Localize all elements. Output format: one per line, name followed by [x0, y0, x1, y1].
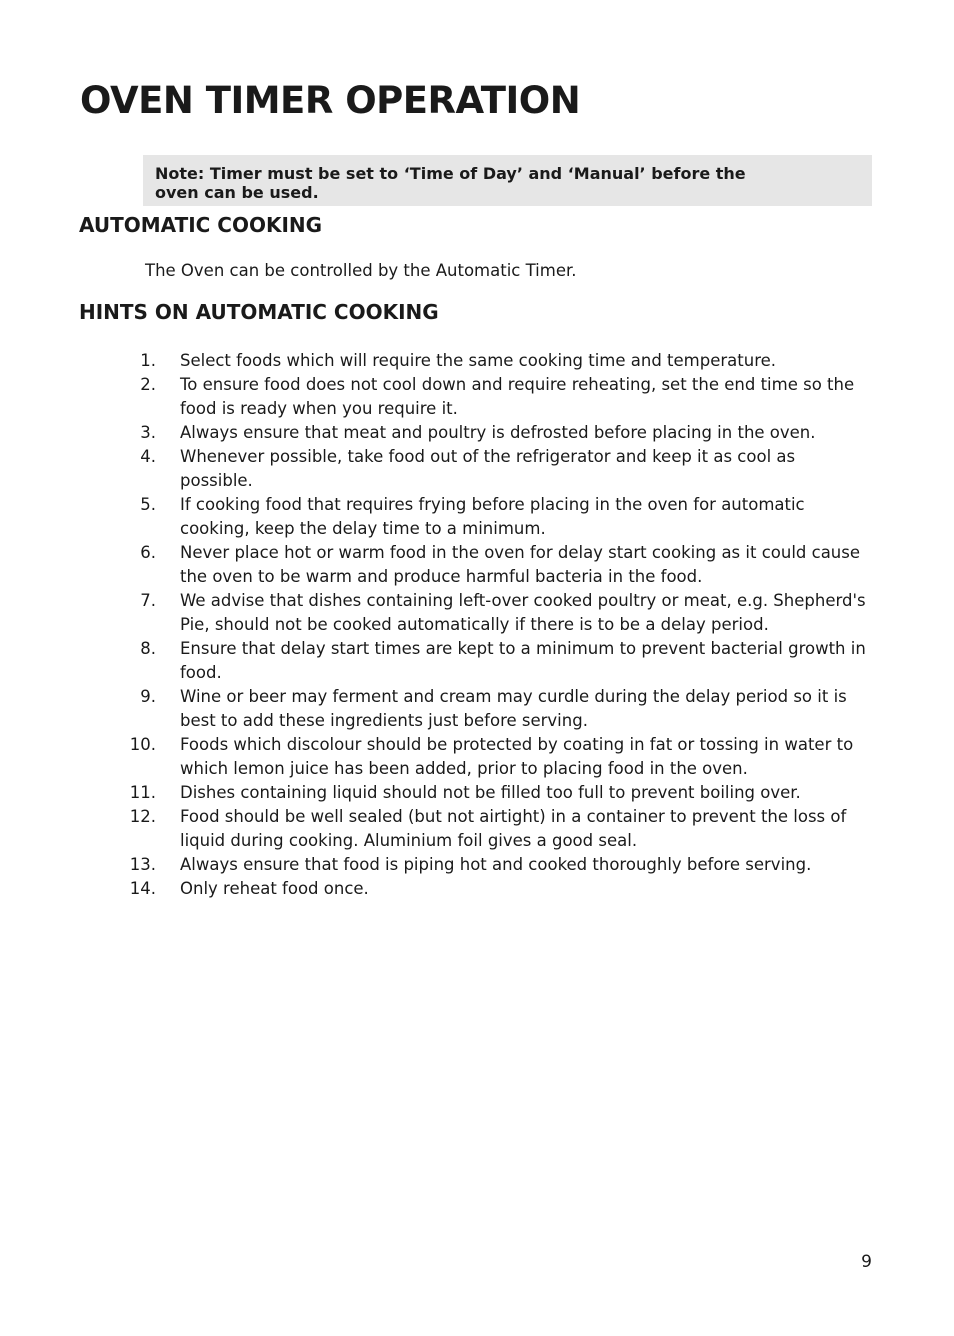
hint-item — [120, 781, 870, 805]
hint-number: 12. — [129, 807, 156, 826]
hint-item — [120, 541, 870, 589]
page-number: 9 — [861, 1252, 872, 1272]
hint-item — [120, 445, 870, 493]
hint-number: 8. — [140, 639, 156, 658]
hint-item — [120, 493, 870, 541]
hint-text: Dishes containing liquid should not be filled too full to prevent boiling over. — [180, 783, 801, 802]
hint-text: Foods which discolour should be protected by coating in fat or tossing in water to which lemon juice has been added, prior to placing food in the oven. — [180, 735, 854, 778]
hint-item — [120, 349, 870, 373]
hint-text: Only reheat food once. — [180, 879, 369, 898]
hint-number: 10. — [129, 735, 156, 754]
hint-text: Ensure that delay start times are kept to a minimum to prevent bacterial growth in food. — [180, 639, 866, 682]
hint-number: 11. — [129, 783, 156, 802]
hint-text: Food should be well sealed (but not airtight) in a container to prevent the loss of liquid during cooking. Aluminium foil gives a good seal. — [180, 807, 847, 850]
hint-number: 5. — [140, 495, 156, 514]
hint-text: If cooking food that requires frying before placing in the oven for automatic cooking, keep the delay time to a minimum. — [180, 495, 805, 538]
hint-number: 1. — [140, 351, 156, 370]
hint-text: Always ensure that meat and poultry is defrosted before placing in the oven. — [180, 423, 816, 442]
timer-note-text: Note: Timer must be set to ‘Time of Day’ and ‘Manual’ before the oven can be used. — [155, 164, 746, 202]
hint-text: Wine or beer may ferment and cream may curdle during the delay period so it is best to add these ingredients just before serving. — [180, 687, 847, 730]
hint-number: 7. — [140, 591, 156, 610]
hint-item — [120, 805, 870, 853]
hint-text: Always ensure that food is piping hot and cooked thoroughly before serving. — [180, 855, 812, 874]
hints-list — [120, 349, 870, 901]
hint-item — [120, 877, 870, 901]
hint-text: To ensure food does not cool down and require reheating, set the end time so the food is ready when you require it. — [180, 375, 855, 418]
hint-item — [120, 733, 870, 781]
hint-number: 13. — [129, 855, 156, 874]
hint-number: 4. — [140, 447, 156, 466]
automatic-cooking-intro: The Oven can be controlled by the Automatic Timer. — [145, 261, 577, 280]
hint-text: Never place hot or warm food in the oven for delay start cooking as it could cause the oven to be warm and produce harmful bacteria in the food. — [180, 543, 861, 586]
hint-number: 6. — [140, 543, 156, 562]
hint-text: We advise that dishes containing left-over cooked poultry or meat, e.g. Shepherd's Pie, should not be cooked automatically if there is to be a delay period. — [180, 591, 866, 634]
hint-item — [120, 589, 870, 637]
hint-item — [120, 373, 870, 421]
page-title: OVEN TIMER OPERATION — [80, 79, 581, 122]
timer-note-box — [143, 155, 872, 206]
hint-item — [120, 853, 870, 877]
hint-number: 2. — [140, 375, 156, 394]
hint-text: Whenever possible, take food out of the refrigerator and keep it as cool as possible. — [180, 447, 796, 490]
hint-text: Select foods which will require the same cooking time and temperature. — [180, 351, 777, 370]
hint-item — [120, 421, 870, 445]
hints-heading: HINTS ON AUTOMATIC COOKING — [79, 300, 439, 324]
hint-number: 9. — [140, 687, 156, 706]
automatic-cooking-heading: AUTOMATIC COOKING — [79, 213, 323, 237]
hint-number: 3. — [140, 423, 156, 442]
hint-number: 14. — [129, 879, 156, 898]
hint-item — [120, 637, 870, 685]
hint-item — [120, 685, 870, 733]
